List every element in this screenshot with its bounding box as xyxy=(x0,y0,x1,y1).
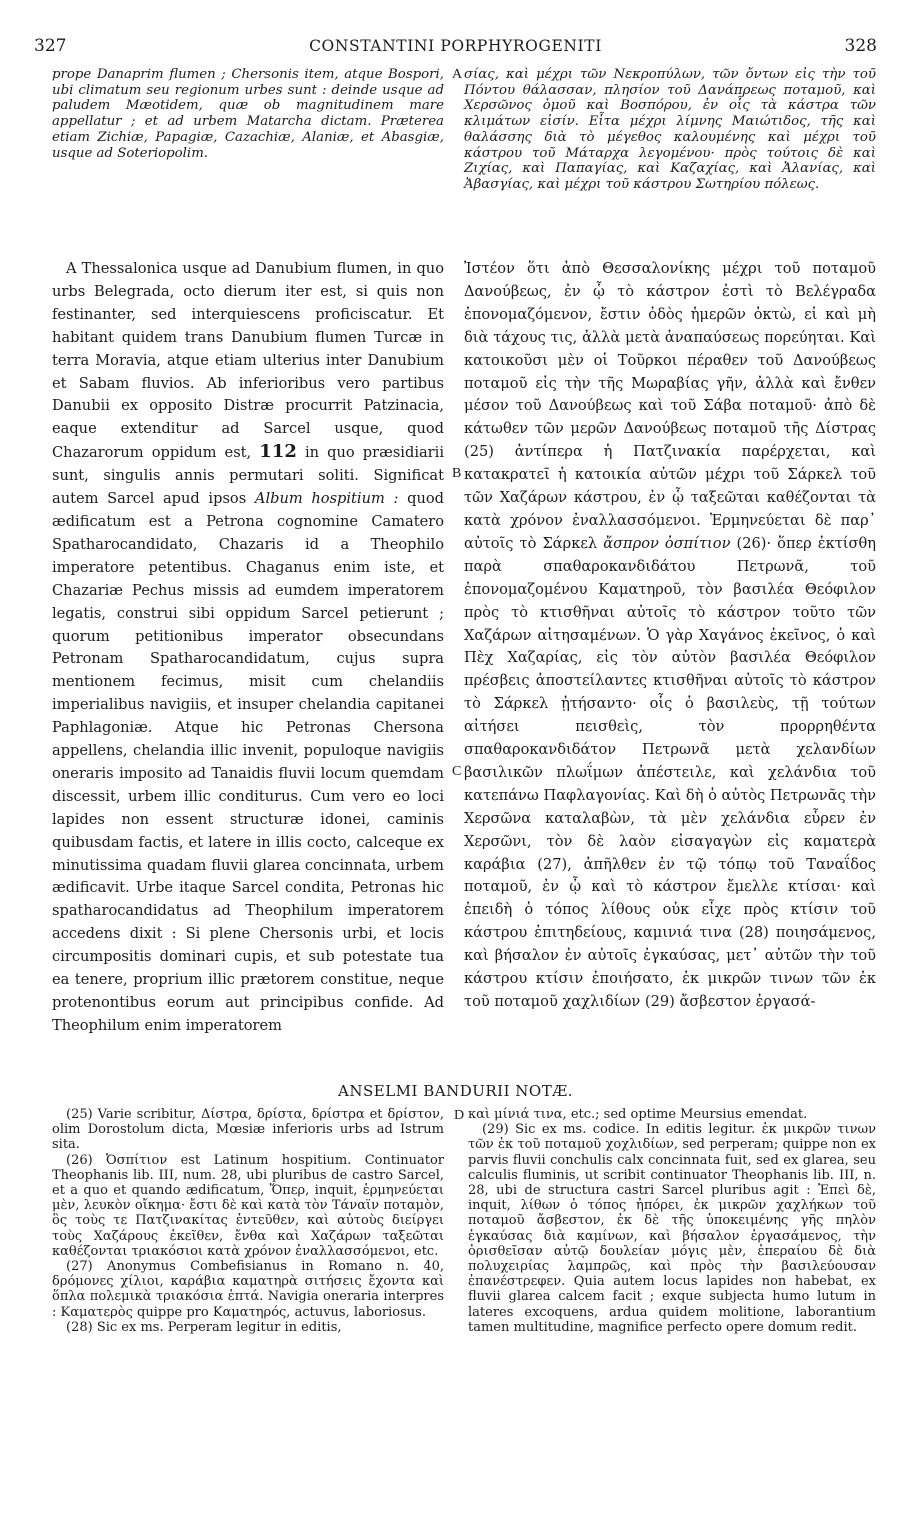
greek-top-column xyxy=(464,67,876,193)
latin-text-part-3: quod ædificatum est a Petrona cognomine Camatero Spatharocandidato, Chazaris id a Theophilo imperatore petentibus. Chaganus enim iste, et Chazariæ Pechus missis ad eumdem imperatorem legatis, construi sibi oppidum Sarcel petierunt ; quorum petitionibus imperator obsecundans Petronam Spatharocandidatum, cujus supra mentionem fecimus, misit cum chelandiis imperialibus navigiis, et insuper chelandia capitanei Paphlagoniæ. Atque hic Petronas Chersona appellens, chelandia illic invenit, populoque navigiis oneraris imposito ad Tanaidis fluvii locum quemdam discessit, urbem illic conditurus. Cum vero eo loci lapides non essent structuræ idonei, caminis quibusdam factis, et latere in illis cocto, calceque ex minutissima quadam fluvii glarea concinnata, urbem ædificavit. Urbe itaque Sarcel condita, Petronas hic spatharocandidatus ad Theophilum imperatorem accedens dixit : Si plene Chersonis urbi, et locis circumpositis dominari cupis, et sub potestate tua ea tenere, proprium illic prætorem constitue, neque protenontibus eorum aut principibus confide. Ad Theophilum enim imperatorem xyxy=(52,490,444,1034)
note-26: (26) Ὀσπίτιον est Latinum hospitium. Continuator Theophanis lib. III, num. 28, ubi pluribus de castro Sarcel, et a quo et quando ædificatum, Ὅπερ, inquit, ἑρμηνεύεται μὲν, λευκὸν οἴκημα· ἔστι δὲ καὶ κατὰ τὸν Τάναϊν ποταμὸν, ὃς τοὺς τε Πατζινακίτας ἐντεῦθεν, καὶ αὐτοὺς διείργει τοὺς Χαζάρους ἐκεῖθεν, ἔνθα καὶ Χαζάρων ταξεῶται καθέζονται τριακόσιοι κατὰ χρόνον ἐναλλασσόμενοι, etc. xyxy=(52,1152,444,1259)
greek-text-part-1: Ἰστέον ὅτι ἀπὸ Θεσσαλονίκης μέχρι τοῦ ποταμοῦ Δανούβεως, ἐν ᾧ τὸ κάστρον ἐστὶ τὸ Βελέγραδα ἐπονομαζόμενον, ἔστιν ὁδὸς ἡμερῶν ὀκτὼ, εἰ καὶ μὴ διὰ τάχους τις, ἀλλὰ μετὰ ἀναπαύσεως πορεύηται. Καὶ κατοικοῦσι μὲν οἱ Τοῦρκοι πέραθεν τοῦ Δανούβεως ποταμοῦ εἰς τὴν τῆς Μωραβίας γῆν, ἀλλὰ καὶ ἔνθεν μέσον τοῦ Δανούβεως καὶ τοῦ Σάβα ποταμοῦ· ἀπὸ δὲ κάτωθεν τῶν μερῶν Δανούβεως ποταμοῦ τῆς Δίστρας (25) ἀντίπερα ἡ Πατζινακία παρέρχεται, καὶ κατακρατεῖ ἡ κατοικία αὐτῶν μέχρι τοῦ Σάρκελ τοῦ τῶν Χαζάρων κάστρου, ἐν ᾧ ταξεῶται καθέζονται τὰ κατὰ χρόνον ἐναλλασσόμενοι. Ἑρμηνεύεται δὲ παρ᾽ αὐτοῖς τὸ Σάρκελ xyxy=(464,260,876,552)
latin-text-part-2: in quo præsidiarii sunt, singulis annis permutari soliti. Significat autem Sarcel apud ipsos xyxy=(52,444,444,508)
page-number-left: 327 xyxy=(34,36,67,56)
latin-main-paragraph xyxy=(52,258,444,1038)
notes-left-column xyxy=(52,1107,444,1335)
margin-letter-a: A xyxy=(452,67,463,82)
latin-top-column xyxy=(52,67,444,161)
latin-main-column xyxy=(52,258,444,1038)
greek-main-column xyxy=(464,258,876,1014)
greek-top-paragraph: σίας, καὶ μέχρι τῶν Νεκροπύλων, τῶν ὄντων εἰς τὴν τοῦ Πόντου θάλασσαν, πλησίον τοῦ Δανάπρεως ποταμοῦ, καὶ Χερσῶνος ὁμοῦ καὶ Βοσπόρου, ἐν οἷς τὰ κάστρα τῶν κλιμάτων εἰσίν. Εἶτα μέχρι λίμνης Μαιώτιδος, τῆς καὶ θαλάσσης διὰ τὸ μέγεθος καλουμένης καὶ μέχρι τοῦ κάστρου τοῦ Μάταρχα λεγομένου· πρὸς τούτοις δὲ καὶ Ζιχίας, καὶ Παπαγίας, καὶ Καζαχίας, καὶ Ἀλανίας, καὶ Ἀβασγίας, καὶ μέχρι τοῦ κάστρου Σωτηρίου πόλεως. xyxy=(464,67,876,192)
greek-aspron-ospition: ἄσπρον ὀσπίτιον xyxy=(603,534,731,552)
note-25: (25) Varie scribitur, Δίστρα, δρίστα, δρίστρα et δρίστον, olim Dorostolum dicta, Mœsiæ inferioris urbs ad Istrum sita. xyxy=(52,1107,444,1153)
note-29: (29) Sic ex ms. codice. In editis legitur. ἐκ μικρῶν τινων τῶν ἐκ τοῦ ποταμοῦ χοχλιδίων, sed perperam; quippe non ex parvis fluvii conchulis calx concinnata fuit, sed ex glarea, seu calculis fluminis, ut scribit continuator Theophanis lib. III, n. 28, ubi de structura castri Sarcel pluribus agit : Ἐπεὶ δὲ, inquit, λίθων ὁ τόπος ἠπόρει, ἐκ μικρῶν χαχλήκων τοῦ ποταμοῦ ἄσβεστον, ἐκ δὲ τῆς ὑποκειμένης γῆς πηλὸν ἐγκαύσας διὰ καμίνων, καὶ βήσαλον ἐργασάμενος, τὴν ὁρισθεῖσαν αὐτῷ δουλείαν μόγις μὲν, ἐπεραίου δὲ διὰ πολυχειρίας λαμπρῶς, καὶ πρὸς τὴν βασιλεύουσαν ἐπανέστρεφεν. Quia autem locus lapides non habebat, ex fluvii glarea calcem facit ; exque subjecta humo lutum in lateres excoquens, ardua quidem molitione, laborantium tamen multitudine, magnifice perfecto opere domum redit. xyxy=(468,1122,876,1335)
note-27: (27) Anonymus Combefisianus in Romano n. 40, δρόμονες χίλιοι, καράβια καματηρὰ σιτήσεις ἔχοντα καὶ ὅπλα πολεμικὰ τριακόσια ἑπτά. Navigia oneraria interpres : Καματερὸς quippe pro Καματηρός, actuvus, laboriosus. xyxy=(52,1259,444,1320)
page-number-right: 328 xyxy=(844,36,877,56)
note-28: (28) Sic ex ms. Perperam legitur in editis, xyxy=(66,1319,342,1335)
margin-letter-c: C xyxy=(452,764,462,779)
notes-right-column xyxy=(468,1107,876,1335)
margin-letter-d: D xyxy=(454,1108,465,1123)
running-title: CONSTANTINI PORPHYROGENITI xyxy=(309,37,602,55)
note-28-continued: καὶ μίνιά τινα, etc.; sed optime Meursius emendat. xyxy=(468,1107,808,1122)
greek-main-paragraph xyxy=(464,258,876,1014)
running-head xyxy=(34,36,877,58)
latin-top-paragraph: prope Danaprim flumen ; Chersonis item, atque Bospori, ubi climatum seu regionum urbes sunt : deinde usque ad paludem Mæotidem, quæ ob magnitudinem mare appellatur ; et ad urbem Matarcha dictam. Præterea etiam Zichiæ, Papagiæ, Cazachiæ, Alaniæ, et Abasgiæ, usque ad Soteriopolim. xyxy=(52,67,444,161)
greek-text-part-2: (26)· ὅπερ ἐκτίσθη παρὰ σπαθαροκανδιδάτου Πετρωνᾶ, τοῦ ἐπονομαζομένου Καματηροῦ, τὸν βασιλέα Θεόφιλον πρὸς τὸ κτισθῆναι αὐτοῖς τὸ κάστρον τοῦτο τῶν Χαζάρων αἰτησαμένων. Ὁ γὰρ Χαγάνος ἐκεῖνος, ὁ καὶ Πὲχ Χαζαρίας, εἰς τὸν αὐτὸν βασιλέα Θεόφιλον πρέσβεις ἀποστείλαντες κτισθῆναι αὐτοῖς τὸ κάστρον τὸ Σάρκελ ᾐτήσαντο· οἷς ὁ βασιλεὺς, τῇ τούτων αἰτήσει πεισθεὶς, τὸν προρρηθέντα σπαθαροκανδιδάτον Πετρωνᾶ μετὰ χελανδίων βασιλικῶν πλωΐμων ἀπέστειλε, καὶ χελάνδια τοῦ κατεπάνω Παφλαγονίας. Καὶ δὴ ὁ αὐτὸς Πετρωνᾶς τὴν Χερσῶνα καταλαβὼν, τὰ μὲν χελάνδια εὗρεν ἐν Χερσῶνι, τὸν δὲ λαὸν εἰσαγαγὼν εἰς καματερὰ καράβια (27), ἀπῆλθεν ἐν τῷ τόπῳ τοῦ Ταναΐδος ποταμοῦ, ἐν ᾧ καὶ τὸ κάστρον ἔμελλε κτίσαι· καὶ ἐπειδὴ ὁ τόπος λίθους οὐκ εἶχε πρὸς κτίσιν τοῦ κάστρου ἐπιτηδείους, καμινιά τινα (28) ποιησάμενος, καὶ βήσαλον ἐν αὐτοῖς ἐγκαύσας, μετ᾽ αὐτῶν τὴν τοῦ κάστρου κτίσιν ἐποιήσατο, ἐκ μικρῶν τινων τῶν ἐκ τοῦ ποταμοῦ χαχλιδίων (29) ἄσβεστον ἐργασά- xyxy=(464,534,876,1010)
latin-album-hospitium: Album hospitium : xyxy=(254,490,399,508)
margin-letter-b: B xyxy=(452,466,462,481)
latin-text-part-1: A Thessalonica usque ad Danubium flumen, in quo urbs Belegrada, octo dierum iter est, si quis non festinanter, sed interquiescens proficiscatur. Et habitant quidem trans Danubium flumen Turcæ in terra Moravia, atque etiam ulterius inter Danubium et Sabam fluvios. Ab inferioribus vero partibus Danubii ex opposito Distræ procurrit Patzinacia, eaque extenditur ad Sarcel usque, quod Chazarorum oppidum est, xyxy=(52,260,444,462)
notes-heading: ANSELMI BANDURII NOTÆ. xyxy=(338,1082,573,1100)
margin-page-number: 112 xyxy=(259,441,297,463)
